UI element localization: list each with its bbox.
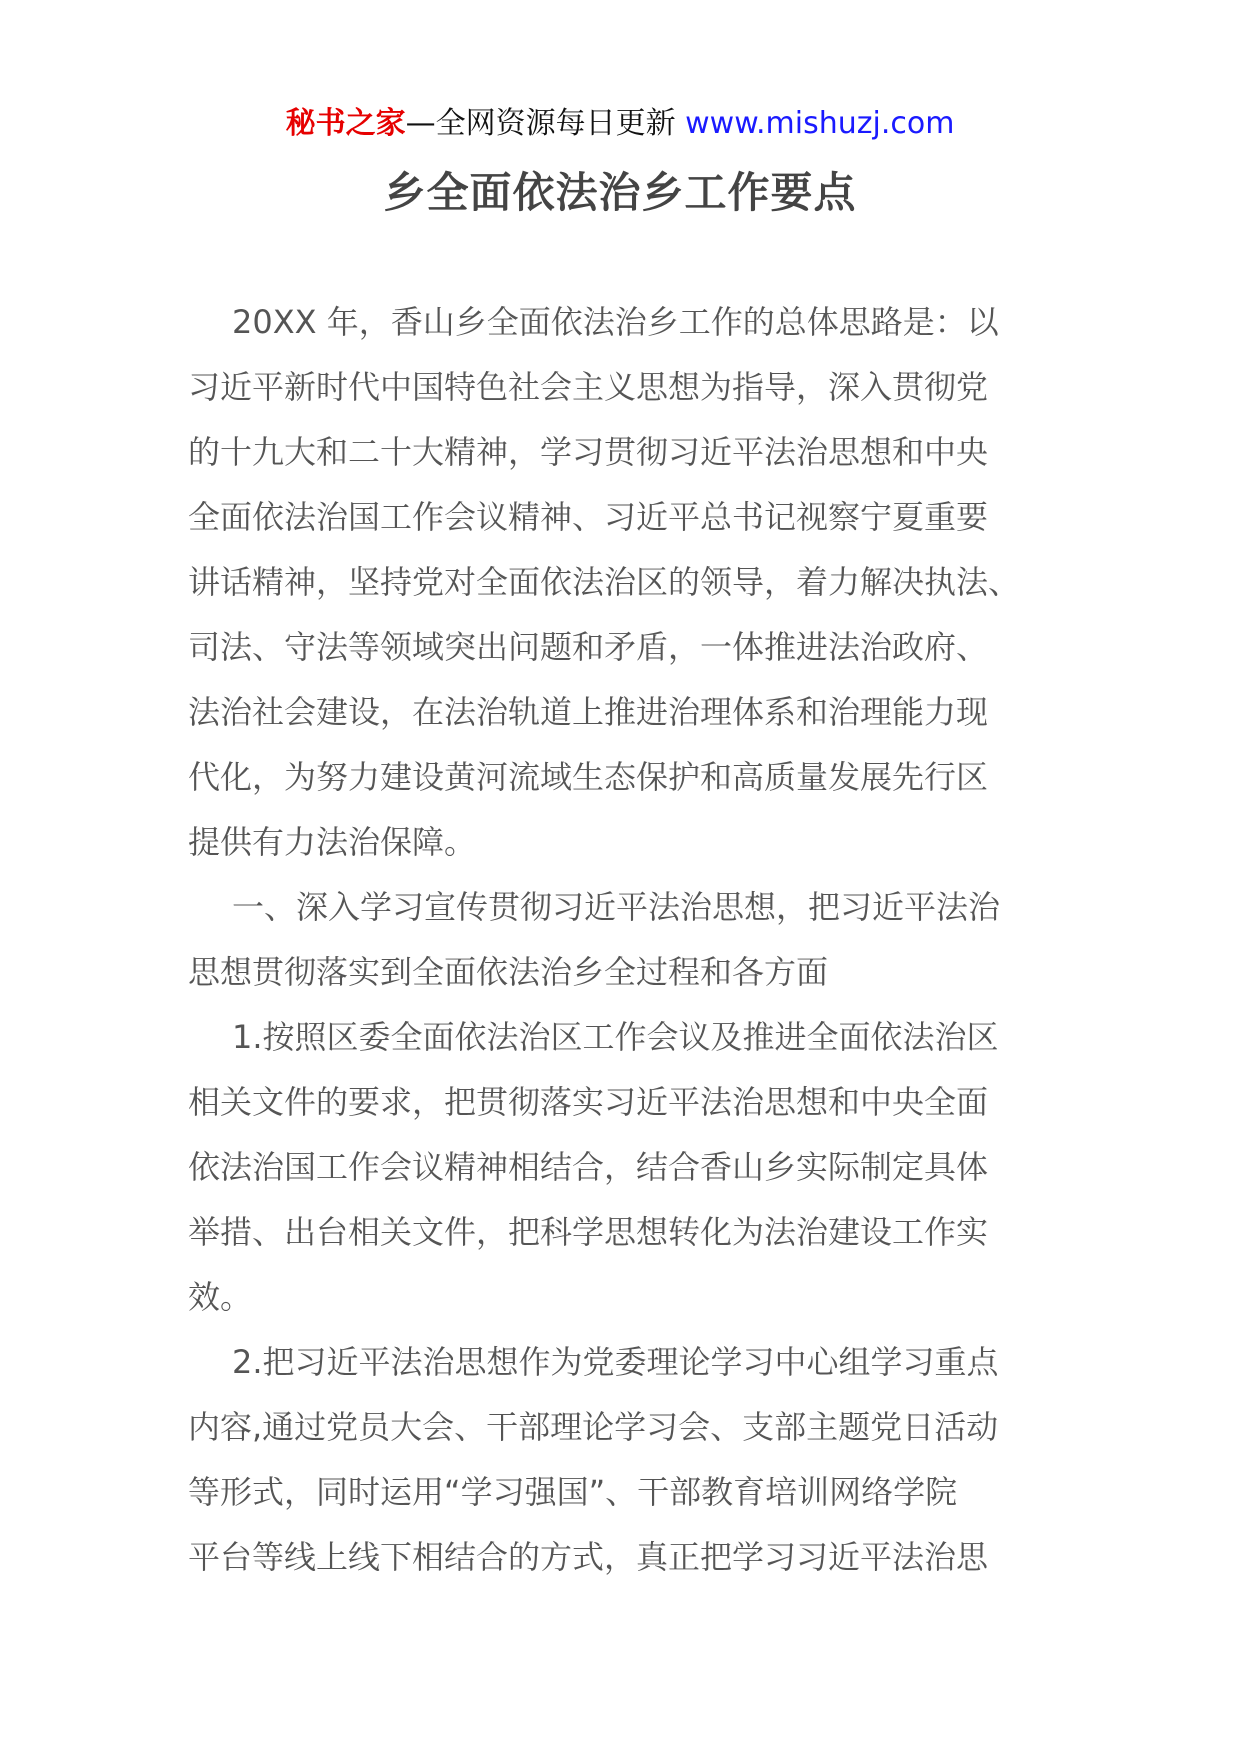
document-body (188, 290, 1048, 1590)
text-line: 举措、出台相关文件，把科学思想转化为法治建设工作实 (188, 1213, 989, 1251)
text-line: 全面依法治国工作会议精神、习近平总书记视察宁夏重要 (188, 498, 989, 536)
text-line: 提供有力法治保障。 (188, 823, 477, 861)
text-line: 效。 (188, 1278, 253, 1316)
text-line: 1.按照区委全面依法治区工作会议及推进全面依法治区 (232, 1018, 999, 1056)
brand-name: 秘书之家 (285, 106, 406, 141)
text-line: 习近平新时代中国特色社会主义思想为指导，深入贯彻党 (188, 368, 989, 406)
text-line: 法治社会建设，在法治轨道上推进治理体系和治理能力现 (188, 693, 989, 731)
document-title: 乡全面依法治乡工作要点 (383, 168, 857, 217)
site-header (0, 104, 1240, 144)
text-line: 司法、守法等领域突出问题和矛盾，一体推进法治政府、 (188, 628, 989, 666)
text-line: 等形式，同时运用“学习强国”、干部教育培训网络学院 (188, 1473, 958, 1511)
site-url-link[interactable]: www.mishuzj.com (685, 106, 955, 141)
section-heading-line: 一、深入学习宣传贯彻习近平法治思想，把习近平法治 (232, 888, 1001, 926)
text-line: 内容,通过党员大会、干部理论学习会、支部主题党日活动 (188, 1408, 999, 1446)
text-line: 2.把习近平法治思想作为党委理论学习中心组学习重点 (232, 1343, 999, 1381)
text-line: 代化，为努力建设黄河流域生态保护和高质量发展先行区 (188, 758, 989, 796)
text-line: 的十九大和二十大精神，学习贯彻习近平法治思想和中央 (188, 433, 989, 471)
text-line: 讲话精神，坚持党对全面依法治区的领导，着力解决执法、 (188, 563, 1021, 601)
text-line: 20XX 年，香山乡全面依法治乡工作的总体思路是：以 (232, 303, 999, 341)
site-slogan: —全网资源每日更新 (405, 106, 686, 141)
section-heading-line: 思想贯彻落实到全面依法治乡全过程和各方面 (188, 953, 829, 991)
text-line: 相关文件的要求，把贯彻落实习近平法治思想和中央全面 (188, 1083, 989, 1121)
text-line: 平台等线上线下相结合的方式，真正把学习习近平法治思 (188, 1538, 989, 1576)
text-line: 依法治国工作会议精神相结合，结合香山乡实际制定具体 (188, 1148, 989, 1186)
